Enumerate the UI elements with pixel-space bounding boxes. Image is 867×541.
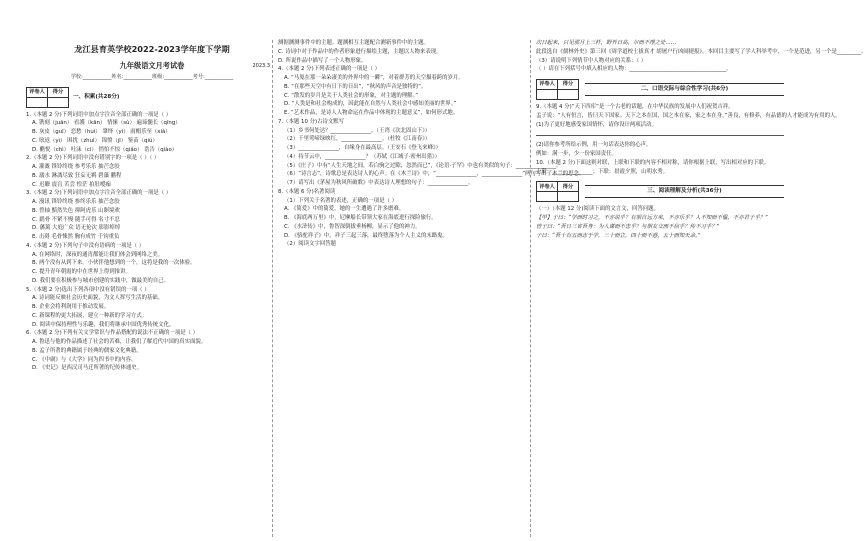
option-line: A. 鲁迅与他的作品描述了社会的苦难，让我们了解近代中国的真实面貌。 xyxy=(32,339,207,346)
grader-cell: 评卷人 xyxy=(27,87,48,97)
question-line: 3.（本题 2 分)下列词语中加点字注音全部正确的一项是（ ） xyxy=(26,190,172,197)
question-line: 9.（本题 4 分)“天下四库”是一个古老的话题，在中华民族的发展中人们祝贺吉祥。 xyxy=(536,104,734,110)
fill-blank-line[interactable]: （2）千里莺啼绿映红，_______________。（杜牧《江南春》） xyxy=(284,136,431,143)
option-line: B. 溺水 淋漓尽致 狂妄无羁 碧藻 鹏程 xyxy=(32,172,122,179)
question-line: 1.（本题 2 分)下列词语中加点字注音全部正确的一项是（ ） xyxy=(26,111,172,118)
option-line: B. 曾轴 黯然失色 抑阿虎乐 山瞑境欢 xyxy=(32,207,120,214)
option-line: A. 《简爱》中的简爱，她的一生遭遇了许多磨难。 xyxy=(284,206,405,213)
section-title: 二、口语交际与综合性学习(共6分) xyxy=(585,83,784,96)
grader-blank[interactable] xyxy=(537,192,558,202)
grader-blank[interactable] xyxy=(537,90,558,100)
option-line: A. 灌溉 锋铃终绕 参考乐乐 抽芒念胶 xyxy=(32,164,120,171)
student-info-line: 学校:___________姓名:___________班级:___________考号:___________ xyxy=(70,74,234,81)
text-line: C. 诗词中对于作品中的作者形象进行描绘主题，主题以人物来表现。 xyxy=(278,48,442,55)
column-divider xyxy=(530,40,531,537)
section-title: 三、阅读理解及分析(共36分) xyxy=(585,185,784,198)
question-line: 此段选自《儒林外史》第三回《周学道校士拔真才 胡屠户行凶闹捷报》。本回目主要写了学人科举考中，一个是范进，另一个是_________。 xyxy=(536,48,867,55)
option-line: C. “散发的岁月是关于人类社会的形象，对主题的理解。” xyxy=(284,92,419,99)
option-line: B. “在那些天空中有日下的日出”，“秋风的声音是独特的”。 xyxy=(284,83,427,90)
option-line: E. “艺术作品，是诗人人物命运在作品中体现的主题意义”，如何形式地。 xyxy=(284,110,459,116)
option-line: D. 藩篱 大庭广众 语无伦次 影影绰绰 xyxy=(32,225,121,232)
section-header xyxy=(536,79,784,100)
passage-line: 子曰：“吾十有五而志于学，三十而立，四十而不惑，五十而知天命。” xyxy=(536,232,701,239)
question-line: 孟子说：“人有恒言，皆曰天下国家。天下之本在国，国之本在家，家之本在身。”善良，有修养，有品德的人才能成为有用的人。 xyxy=(536,112,841,119)
question-line: (1)为了更好地感受家国情怀，请你设计两项活动。 xyxy=(536,121,657,128)
score-box xyxy=(536,181,579,202)
answer-blank[interactable] xyxy=(536,135,784,136)
option-line: D. 《骆驼祥子》中，祥子三起三落，最终堕落为个人主义的末路鬼。 xyxy=(284,232,448,239)
question-list xyxy=(26,111,278,374)
column-divider xyxy=(272,40,273,537)
grader-blank[interactable] xyxy=(27,97,48,107)
grader-cell: 评卷人 xyxy=(537,182,558,192)
question-line: 4.（本题 2 分)下列句子中没有语病的一项是（ ） xyxy=(26,242,145,249)
score-box xyxy=(26,87,69,108)
option-line: C. 吆返（yì） 困扰（zhuì） 锦愤（jī） 鉴苗（qiú） xyxy=(32,137,158,144)
question-line: 5.（本题 2 分)选出下列各项中没有错误的一项（ ） xyxy=(26,286,150,293)
question-line: 2.（本题 2 分)下列词语中没有错别字的一项是（ ）（ ） xyxy=(26,155,160,162)
option-line: D. 醋悦（chì） 吐沫（cì） 悄怕不惊（qiǎo） 诰告（qiào） xyxy=(32,146,178,153)
fill-blank-line[interactable]: （5）《庄子》中有“人生天地之间，若白驹之过隙，忽然而已”，《论语·子罕》中也有类似的句子：_______________。 xyxy=(284,162,562,169)
passage-line: 次日起来，只见那月上三杆，野外日高，尔而不理之处…… xyxy=(536,40,677,46)
option-line: B. 《海底两万里》中，尼摩船长带领大家在海底进行探险旅行。 xyxy=(284,215,437,221)
score-cell: 得分 xyxy=(48,87,69,97)
option-line: C. 新课程的更大拓展，建立一种新的学习方式。 xyxy=(32,312,148,319)
question-line: 6.（本题 2 分)下列有关文学常识与作品搭配的说法不正确的一项是（ ） xyxy=(26,330,199,337)
option-line: （1）下列关于名著的表述，正确的一项是（ ） xyxy=(284,197,397,204)
fill-blank-line[interactable]: （4）持节云中，_______________？（苏轼《江城子·密州出猎》） xyxy=(284,153,441,160)
fill-blank-line[interactable]: （3）_______________，自缘身在最高层。（王安石《登飞来峰》） xyxy=(284,145,442,151)
option-line: C. 迟瞭 震肓 苦尝 惶茫 拍肚嗳痂 xyxy=(32,181,111,188)
option-line: D. “人类是和社会构成的，因此能在自然与人类社会中感知美丽的世界。” xyxy=(284,101,457,108)
exam-title: 龙江县育英学校2022-2023学年度下学期 xyxy=(74,44,230,54)
section-header xyxy=(536,181,784,202)
grader-cell: 评卷人 xyxy=(537,80,558,90)
question-line: （ ）请在下列括号中填入相应的人物：____________________________________。 xyxy=(536,66,732,73)
option-line: E. 击碍 毛骨悚然 胸有成竹 千钧重负 xyxy=(32,234,120,241)
score-cell: 得分 xyxy=(558,182,579,192)
fill-blank-line[interactable]: （6）“诗言志”，诗歌总是表达诗人的心声。在《木兰诗》中，“_______________，_______________”两句写出了木兰的思念。 xyxy=(284,171,585,178)
text-line: 测据测测事件中的主题。题测相互主题配合测新事件中的主题。 xyxy=(278,40,429,46)
option-line: A. 在网络时，深夜的通宵都能让我们体会到网络之美。 xyxy=(32,251,164,258)
option-line: A. 诗词能反映社会历史面貌，为文人挥写生活的基础。 xyxy=(32,295,164,302)
score-box xyxy=(536,79,579,100)
option-line: A. 漫讯 锋铃终绕 参终乐乐 抽芒念胶 xyxy=(32,199,120,206)
passage-line: 曾子曰：“吾日三省吾身：为人谋而不忠乎？与朋友交而不信乎？传不习乎？” xyxy=(536,223,720,230)
question-line: 7.（本题 10 分)古诗文默写 xyxy=(278,118,345,125)
option-line: B. 灰皮（ɡuī） 恋愁（huì） 肇绎（yì） 雨帽乐至（xià） xyxy=(32,129,171,136)
fill-blank-line[interactable]: 上联：_______________；下联：晨霞夕照，山明水秀。 xyxy=(536,168,669,175)
question-line: (2)请你参考所给示例，用一句话表达你的心声。 xyxy=(536,142,652,149)
option-line: B. 企业会将利润用于推动发展。 xyxy=(32,304,110,311)
option-line: A. “马嵬在那一朵朵凄美的外界中的一瞬”，对着群芳的天空描着跨的岁月。 xyxy=(284,75,464,81)
score-cell: 得分 xyxy=(558,80,579,90)
fill-blank-line[interactable]: （7）请写出《茅屋为秋风所破歌》中表达诗人理想的句子：_______________。 xyxy=(284,180,474,186)
column-right xyxy=(536,39,867,539)
question-line: 10.（本题 2 分)下面这则对联，上联和下联的内容不相对称，请你根据上联，写出相对应的下联。 xyxy=(536,159,770,166)
score-blank[interactable] xyxy=(558,192,579,202)
option-line: C. 《中庸》与《大学》同为四书中的内容。 xyxy=(32,356,137,363)
question-line: （3）请说明下列情节中人物对应的关系：（ ） xyxy=(536,57,647,64)
section-header xyxy=(26,87,278,108)
option-line: C. 《水浒传》中，鲁智深倒拔垂杨柳，显示了他的神力。 xyxy=(284,223,421,230)
option-line: C. 提升青年朝霞的中在世界上得到推讲。 xyxy=(32,269,131,276)
question-line: 4.（本题 2 分)下列表述正确的一项是（ ） xyxy=(278,66,381,73)
option-line: C. 鹞骨 不紧不慢 随手可得 名寸不忍 xyxy=(32,216,120,223)
option-line: D. 我们要在积极参与城市创建的实践中，做最美的自己。 xyxy=(32,277,169,284)
option-line: A. 镌刻（juān） 看護（kān） 情愫（sù） 遍谛髓长（qīng） xyxy=(32,120,181,127)
text-line: D. 所说作品中描写了一个人物形象。 xyxy=(278,57,367,64)
option-line: （2）阅读文字回答题 xyxy=(284,241,336,248)
question-line: 8.（本题 6 分)名著阅读 xyxy=(278,188,336,195)
option-line: D. 阅读中保持理性与乐趣，我们将继承中国优秀传统文化。 xyxy=(32,321,175,328)
score-blank[interactable] xyxy=(48,97,69,107)
column-left xyxy=(26,39,278,539)
fill-blank-line[interactable]: （1）乡书何处达？_______________。（王湾《次北固山下》） xyxy=(284,127,431,134)
passage-line: 【甲】子曰：“学而时习之，不亦说乎？有朋自远方来，不亦乐乎？人不知而不愠，不亦君子乎？” xyxy=(536,215,768,221)
exam-subtitle-text: 九年级语文月考试卷 xyxy=(119,61,185,71)
exam-date: 2023.3 xyxy=(252,63,270,70)
score-blank[interactable] xyxy=(558,90,579,100)
option-line: D. 《史记》是西汉司马迁所著的纪传体通史。 xyxy=(32,365,143,372)
exam-subtitle xyxy=(26,60,278,72)
option-line: B. 孟子所著的典籍属于经典的儒家文化典籍。 xyxy=(32,347,142,354)
question-line: 例如：满一步，少一份家国责任。 xyxy=(536,151,617,157)
option-line: B. 两个没有从到下来。小伙伴他想到的一个，这将是我的一次体验。 xyxy=(32,260,196,267)
section-title: 一、积累(共28分) xyxy=(73,93,120,100)
question-line: （一）（本题 12 分)阅读下面的文言文，回答问题。 xyxy=(536,206,659,213)
